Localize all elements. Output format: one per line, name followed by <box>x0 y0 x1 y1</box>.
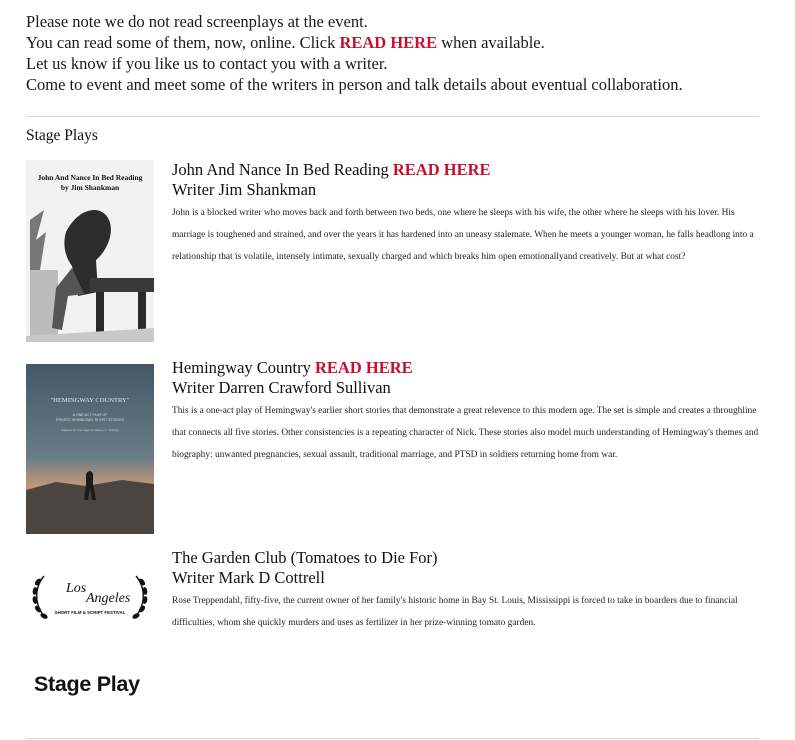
play-info <box>172 358 766 466</box>
cover-title-text: John And Nance In Bed Reading <box>37 173 143 182</box>
notice-line-2-after: when available. <box>437 33 545 52</box>
play-description: This is a one-act play of Hemingway's earlier short stories that demonstrate a great relevence to this modern age. The set is simple and creates a throughline that connects all five stories. Other consistencies is a repeating character of Nick. These stories also model much understanding of Hemingway's themes and biography: unwanted pregnancies, sexual assault, traditional marriage, and PTSD in soldiers returning home from war. <box>172 406 759 460</box>
read-here-link[interactable]: READ HERE <box>392 160 491 179</box>
cover-author-text: by Jim Shankman <box>60 183 120 192</box>
logo-text-festival: SHORT FILM & SCRIPT FESTIVAL <box>54 610 126 615</box>
notice-line-4: Come to event and meet some of the writers in person and talk details about eventual collaboration. <box>26 75 683 94</box>
cover-title-text: "HEMINGWAY COUNTRY" <box>50 397 130 404</box>
logo-text-angeles: Angeles <box>86 591 131 606</box>
bottom-divider <box>26 738 759 739</box>
cover-art-icon <box>26 364 154 534</box>
play-info <box>172 548 766 634</box>
play-writer: Writer Mark D Cottrell <box>172 568 325 587</box>
logo-text-los: Los <box>66 581 87 596</box>
cover-art-icon <box>26 160 154 342</box>
play-writer: Writer Darren Crawford Sullivan <box>172 378 391 397</box>
play-title <box>172 160 766 180</box>
play-title <box>172 358 766 378</box>
divider <box>26 116 759 117</box>
play-title-text: John And Nance In Bed Reading <box>172 160 389 179</box>
notice-line-3: Let us know if you like us to contact you with a writer. <box>26 54 388 73</box>
laurel-logo-icon <box>26 562 154 634</box>
play-description: Rose Treppendahl, fifty-five, the current owner of her family's historic home in Bay St. Louis, Mississippi is forced to take in boarders due to financial difficulties, whom she quickly murders and uses as fertilizer in her prize-winning tomato garden. <box>172 596 738 628</box>
notice-block <box>26 11 786 95</box>
cover-image-john-and-nance[interactable] <box>26 160 154 342</box>
cover-subtitle-1: A ONE ACT PLAY OF <box>72 413 108 417</box>
read-here-link[interactable]: READ HERE <box>339 33 438 52</box>
read-here-link[interactable]: READ HERE <box>314 358 413 377</box>
notice-line-1: Please note we do not read screenplays at the event. <box>26 12 368 31</box>
cover-subtitle-2: ERNEST HEMINGWAY SHORT STORIES <box>56 418 124 422</box>
notice-line-2-before: You can read some of them, now, online. Click <box>26 33 340 52</box>
play-info <box>172 160 766 268</box>
stage-play-logo: Stage Play <box>34 672 140 696</box>
play-title: The Garden Club (Tomatoes to Die For) <box>172 548 438 567</box>
cover-adapt-text: Adapted for the stage by Darren C. Sullivan <box>61 428 119 432</box>
play-writer: Writer Jim Shankman <box>172 180 317 199</box>
play-title-text: Hemingway Country <box>172 358 311 377</box>
play-description: John is a blocked writer who moves back and forth between two beds, one where he sleeps with his wife, the other where he sleeps with his lover. His marriage is toughened and strained, and over the years it has hardened into an uneasy stalemate. When he meets a younger woman, he falls headlong into a relationship that is volatile, intensely intimate, sexually charged and which breaks him open emotionallyand creatively. But at what cost? <box>172 208 754 262</box>
festival-logo[interactable] <box>26 562 154 634</box>
notice-line-2 <box>26 32 786 53</box>
cover-image-hemingway-country[interactable] <box>26 364 154 540</box>
section-title: Stage Plays <box>26 127 98 144</box>
